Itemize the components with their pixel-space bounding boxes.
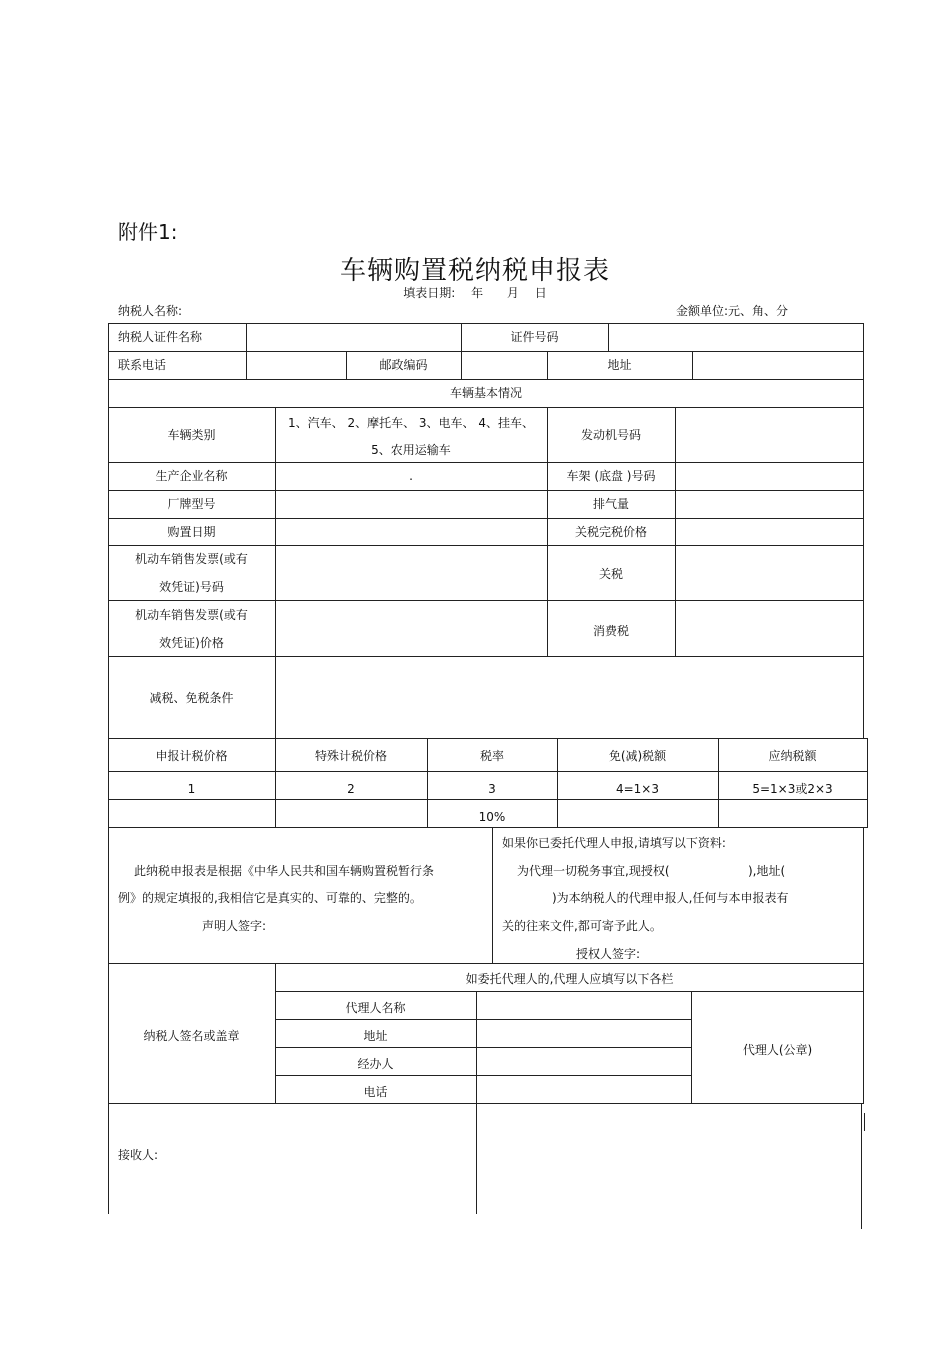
fill-date-month: 月	[506, 286, 519, 300]
agent-seal-label: 代理人(公章)	[742, 1043, 813, 1057]
id-number-label: 证件号码	[510, 330, 559, 344]
invoice-price-line2: 效凭证)价格	[159, 636, 224, 650]
vehicle-options-line2: 5、农用运输车	[371, 443, 451, 457]
tax-index-4: 4=1×3	[615, 782, 659, 796]
tax-index-2: 2	[347, 782, 355, 796]
tax-index-1: 1	[187, 782, 196, 796]
invoice-no-line2: 效凭证)号码	[159, 580, 224, 594]
tax-header-payable: 应纳税额	[768, 749, 817, 763]
agent-text-line1: 如果你已委托代理人申报,请填写以下资料:	[502, 836, 726, 850]
brand-model-label: 厂牌型号	[167, 497, 216, 511]
page-title: 车辆购置税纳税申报表	[339, 256, 610, 286]
taxpayer-seal-label: 纳税人签名或盖章	[143, 1029, 240, 1043]
declaration-text-line1: 此纳税申报表是根据《中华人民共和国车辆购置税暂行条	[134, 864, 435, 878]
fill-date-day: 日	[534, 286, 547, 300]
consumption-tax-label: 消费税	[592, 624, 629, 638]
chassis-no-label: 车架 (底盘 )号码	[566, 469, 656, 483]
tax-header-special-price: 特殊计税价格	[314, 749, 387, 763]
attachment-label: 附件1:	[118, 220, 178, 244]
agent-text-line2b: ),地址(	[748, 864, 786, 878]
purchase-date-label: 购置日期	[167, 525, 216, 539]
agent-text-line4: 关的往来文件,都可寄予此人。	[502, 919, 662, 933]
tax-rate-value: 10%	[478, 810, 506, 824]
agent-note: 如委托代理人的,代理人应填写以下各栏	[465, 972, 674, 986]
declarant-signature: 声明人签字:	[202, 919, 267, 933]
engine-no-label: 发动机号码	[580, 428, 641, 442]
tax-index-3: 3	[488, 782, 496, 796]
invoice-no-line1: 机动车销售发票(或有	[135, 552, 248, 566]
invoice-price-line1: 机动车销售发票(或有	[135, 608, 248, 622]
tax-index-5: 5=1×3或2×3	[752, 782, 833, 796]
fill-date	[0, 284, 950, 301]
exemption-label: 减税、免税条件	[149, 691, 234, 705]
fill-date-label: 填表日期:	[403, 286, 456, 300]
receiver-label: 接收人:	[118, 1148, 159, 1162]
vehicle-options-line1: 1、汽车、 2、摩托车、 3、电车、 4、挂车、	[288, 416, 534, 430]
agent-text-line2: 为代理一切税务事宜,现授权(	[517, 864, 670, 878]
manufacturer-value: .	[409, 469, 413, 483]
authorizer-signature: 授权人签字:	[576, 947, 641, 961]
tax-header-declared-price: 申报计税价格	[155, 749, 228, 763]
declaration-text-line2: 例》的规定填报的,我相信它是真实的、可靠的、完整的。	[118, 891, 422, 905]
vehicle-section-heading: 车辆基本情况	[449, 386, 522, 400]
tax-header-exempt-amount: 免(减)税额	[608, 749, 667, 763]
agent-text-line3: )为本纳税人的代理申报人,任何与本申报表有	[552, 891, 789, 905]
fill-date-year: 年	[471, 286, 484, 300]
manufacturer-label: 生产企业名称	[155, 469, 228, 483]
taxpayer-name-label: 纳税人名称:	[118, 304, 183, 318]
id-name-label: 纳税人证件名称	[118, 330, 203, 344]
postcode-label: 邮政编码	[379, 358, 428, 372]
agent-handler-label: 经办人	[357, 1057, 394, 1071]
vehicle-type-label: 车辆类别	[167, 428, 216, 442]
agent-phone-label: 电话	[363, 1085, 388, 1099]
address-label: 地址	[607, 358, 632, 372]
tariff-label: 关税	[598, 567, 623, 581]
agent-name-label: 代理人名称	[345, 1001, 406, 1015]
amount-unit: 金额单位:元、角、分	[676, 304, 789, 318]
displacement-label: 排气量	[592, 497, 629, 511]
agent-address-label: 地址	[363, 1029, 388, 1043]
customs-value-label: 关税完税价格	[574, 525, 647, 539]
phone-label: 联系电话	[118, 358, 167, 372]
tax-header-rate: 税率	[479, 749, 504, 763]
